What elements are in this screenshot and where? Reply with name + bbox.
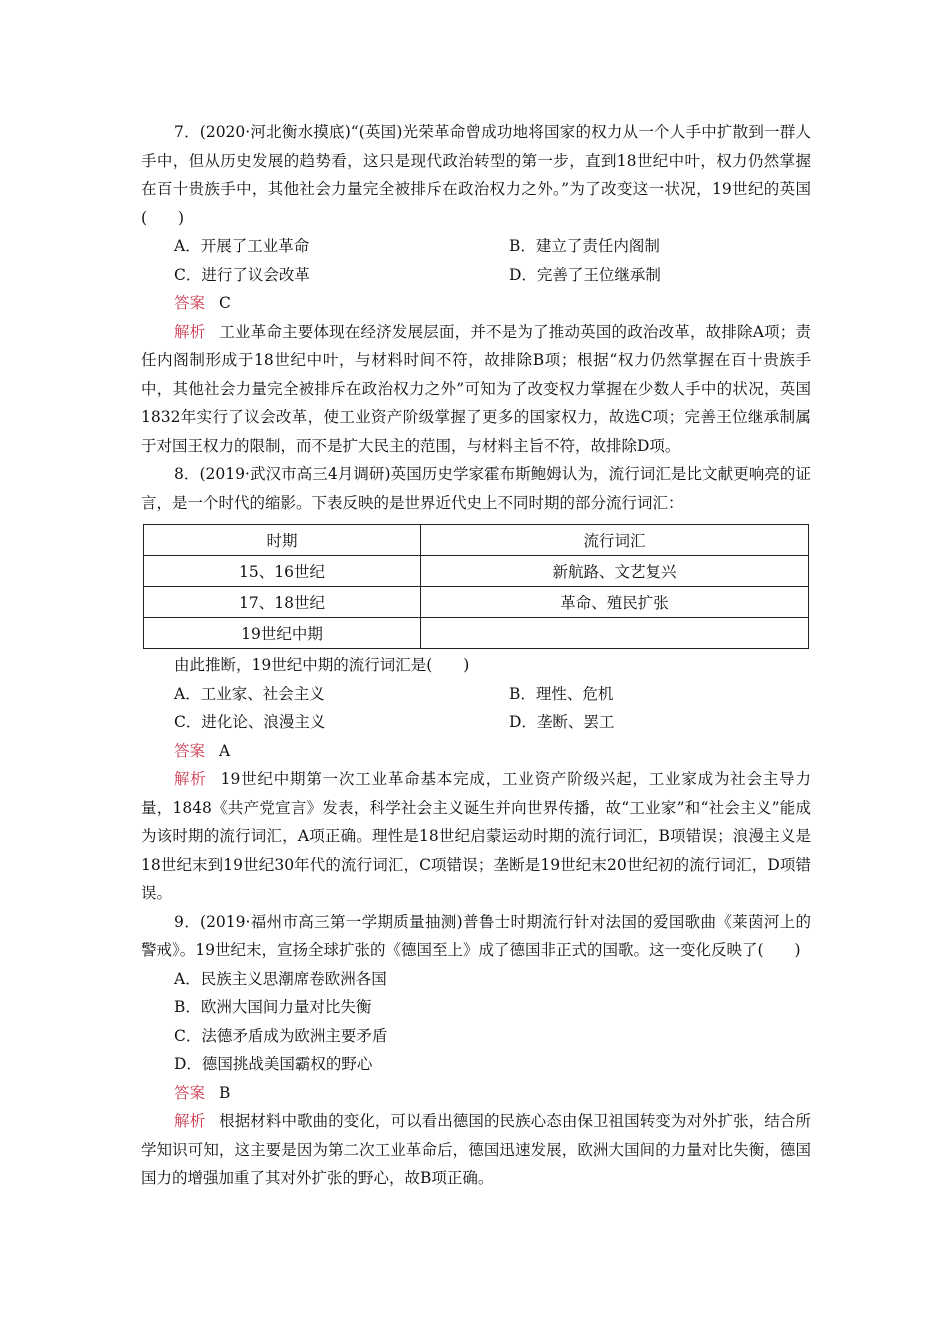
table-cell-words	[421, 618, 809, 649]
answer-value: C	[219, 294, 231, 312]
question-7-analysis	[141, 318, 811, 461]
table-row	[144, 587, 809, 618]
question-9-analysis	[141, 1107, 811, 1193]
option-b: B．建立了责任内阁制	[509, 237, 660, 255]
table-header-words: 流行词汇	[421, 525, 809, 556]
analysis-label: 解析	[174, 1112, 206, 1130]
answer-label: 答案	[174, 1083, 206, 1102]
answer-label: 答案	[174, 294, 206, 312]
analysis-text: 19世纪中期第一次工业革命基本完成，工业资产阶级兴起，工业家成为社会主导力量，1848《共产党宣言》发表，科学社会主义诞生并向世界传播，故“工业家”和“社会主义”能成为该时期的流行词汇，A项正确。理性是18世纪启蒙运动时期的流行词汇，B项错误；浪漫主义是18世纪末到19世纪30年代的流行词汇，C项错误；垄断是19世纪末20世纪初的流行词汇，D项错误。	[141, 770, 811, 902]
question-8-answer	[141, 737, 811, 766]
question-7	[141, 118, 811, 460]
option-d: D．德国挑战美国霸权的野心	[174, 1055, 373, 1073]
question-7-answer	[141, 289, 811, 318]
option-c: C．法德矛盾成为欧洲主要矛盾	[174, 1026, 388, 1045]
question-7-options-row-2	[141, 261, 811, 290]
option-a: A．开展了工业革命	[174, 237, 310, 255]
answer-value: B	[219, 1083, 231, 1102]
option-c: C．进行了议会改革	[174, 265, 310, 284]
answer-label: 答案	[174, 741, 206, 760]
option-d: D．垄断、罢工	[509, 713, 615, 731]
table-cell-words: 革命、殖民扩张	[421, 587, 809, 618]
question-8-options-row-1	[141, 680, 811, 709]
option-c: C．进化论、浪漫主义	[174, 713, 326, 731]
question-9-stem: 9．(2019·福州市高三第一学期质量抽测)普鲁士时期流行针对法国的爱国歌曲《莱茵河上的警戒》。19世纪末，宣扬全球扩张的《德国至上》成了德国非正式的国歌。这一变化反映了( )	[141, 912, 811, 959]
question-8-stem: 8．(2019·武汉市高三4月调研)英国历史学家霍布斯鲍姆认为，流行词汇是比文献更响亮的证言，是一个时代的缩影。下表反映的是世界近代史上不同时期的部分流行词汇：	[141, 465, 811, 512]
table-row	[144, 556, 809, 587]
question-9-answer	[141, 1079, 811, 1108]
question-8	[141, 460, 811, 908]
option-b: B．理性、危机	[509, 684, 614, 703]
question-8-question: 由此推断，19世纪中期的流行词汇是( )	[174, 656, 470, 674]
analysis-text: 工业革命主要体现在经济发展层面，并不是为了推动英国的政治改革，故排除A项；责任内阁制形成于18世纪中叶，与材料时间不符，故排除B项；根据“权力仍然掌握在百十贵族手中，其他社会力量完全被排斥在政治权力之外”可知为了改变权力掌握在少数人手中的状况，英国1832年实行了议会改革，使工业资产阶级掌握了更多的国家权力，故选C项；完善王位继承制属于对国王权力的限制，而不是扩大民主的范围，与材料主旨不符，故排除D项。	[141, 322, 811, 455]
option-a: A．民族主义思潮席卷欧洲各国	[174, 969, 387, 988]
option-a: A．工业家、社会主义	[174, 684, 325, 703]
option-d: D．完善了王位继承制	[509, 265, 661, 284]
question-8-analysis	[141, 765, 811, 908]
table-cell-period: 15、16世纪	[144, 556, 421, 587]
analysis-label: 解析	[174, 322, 206, 341]
question-7-stem: 7．(2020·河北衡水摸底)“(英国)光荣革命曾成功地将国家的权力从一个人手中扩散到一群人手中，但从历史发展的趋势看，这只是现代政治转型的第一步，直到18世纪中叶，权力仍然掌握在百十贵族手中，其他社会力量完全被排斥在政治权力之外。”为了改变这一状况，19世纪的英国( )	[141, 123, 811, 227]
table-cell-words: 新航路、文艺复兴	[421, 556, 809, 587]
table-header-row	[144, 525, 809, 556]
analysis-text: 根据材料中歌曲的变化，可以看出德国的民族心态由保卫祖国转变为对外扩张，结合所学知识可知，这主要是因为第二次工业革命后，德国迅速发展，欧洲大国间的力量对比失衡，德国国力的增强加重了其对外扩张的野心，故B项正确。	[141, 1112, 811, 1187]
table-cell-period: 19世纪中期	[144, 618, 421, 649]
table-cell-period: 17、18世纪	[144, 587, 421, 618]
question-9	[141, 908, 811, 1193]
answer-value: A	[219, 741, 231, 760]
table-row	[144, 618, 809, 649]
analysis-label: 解析	[174, 770, 207, 788]
question-7-options-row-1	[141, 232, 811, 261]
option-b: B．欧洲大国间力量对比失衡	[174, 998, 372, 1016]
question-8-options-row-2	[141, 708, 811, 737]
table-header-period: 时期	[144, 525, 421, 556]
vocabulary-table	[143, 524, 809, 649]
document-page	[141, 118, 811, 1193]
